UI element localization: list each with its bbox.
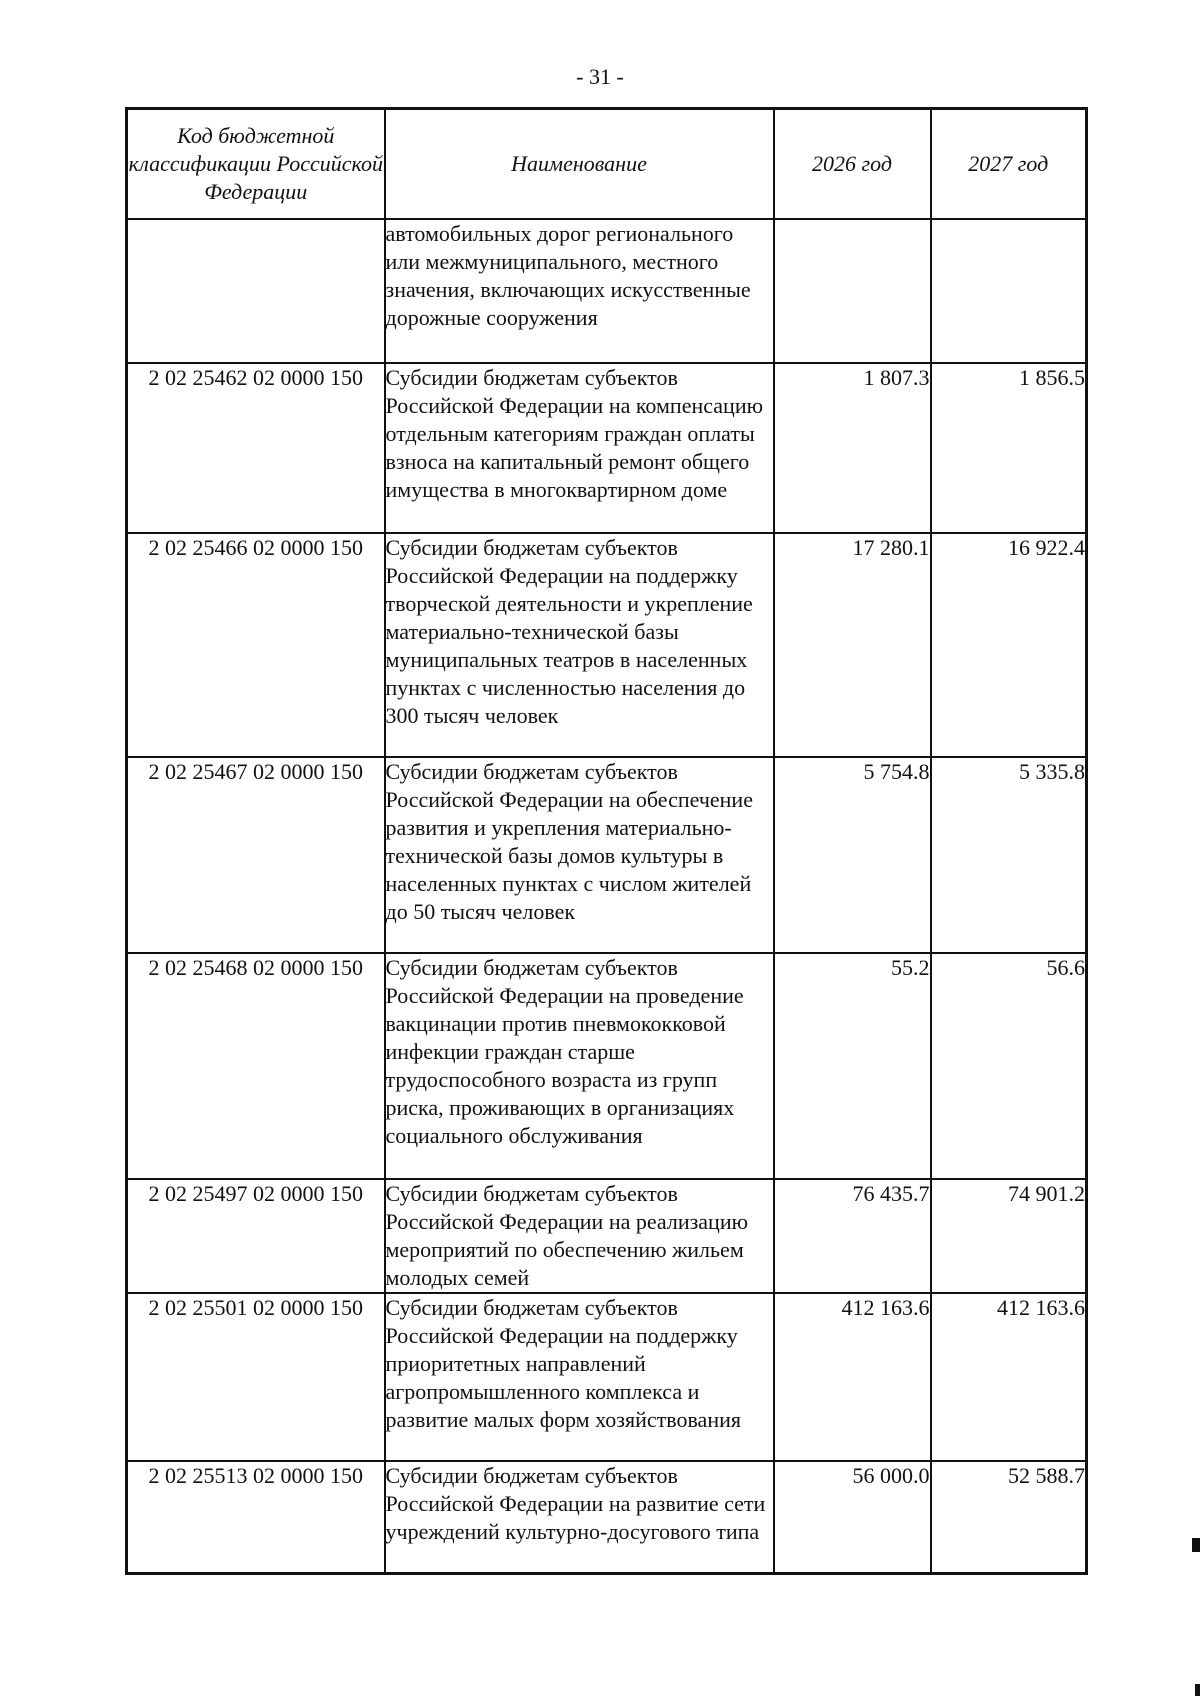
cell-2027: 5 335.8 <box>931 757 1087 953</box>
table-row <box>127 1293 1087 1461</box>
table-row <box>127 219 1087 363</box>
scan-edge-mark <box>1195 1684 1200 1696</box>
cell-name: Субсидии бюджетам субъектов Российской Федерации на поддержку приоритетных направлений агропромышленного комплекса и развитие малых форм хозяйствования <box>385 1293 774 1461</box>
cell-2026 <box>774 219 931 363</box>
cell-2027: 74 901.2 <box>931 1179 1087 1293</box>
cell-name: Субсидии бюджетам субъектов Российской Федерации на реализацию мероприятий по обеспечению жильем молодых семей <box>385 1179 774 1293</box>
table-row <box>127 953 1087 1179</box>
header-row <box>127 109 1087 220</box>
cell-name: автомобильных дорог регионального или межмуниципального, местного значения, включающих искусственные дорожные сооружения <box>385 219 774 363</box>
cell-2026: 55.2 <box>774 953 931 1179</box>
cell-name: Субсидии бюджетам субъектов Российской Федерации на обеспечение развития и укрепления материально-технической базы домов культуры в населенных пунктах с числом жителей до 50 тысяч человек <box>385 757 774 953</box>
cell-name: Субсидии бюджетам субъектов Российской Федерации на проведение вакцинации против пневмококковой инфекции граждан старше трудоспособного возраста из групп риска, проживающих в организациях социального обслуживания <box>385 953 774 1179</box>
table-row <box>127 533 1087 757</box>
cell-2027: 412 163.6 <box>931 1293 1087 1461</box>
cell-name: Субсидии бюджетам субъектов Российской Федерации на компенсацию отдельным категориям граждан оплаты взноса на капитальный ремонт общего имущества в многоквартирном доме <box>385 363 774 533</box>
header-year-2027: 2027 год <box>931 109 1087 220</box>
cell-code: 2 02 25467 02 0000 150 <box>127 757 385 953</box>
cell-name: Субсидии бюджетам субъектов Российской Федерации на развитие сети учреждений культурно-досугового типа <box>385 1461 774 1573</box>
cell-2027: 56.6 <box>931 953 1087 1179</box>
budget-table <box>125 107 1088 1575</box>
cell-2026: 1 807.3 <box>774 363 931 533</box>
header-name: Наименование <box>385 109 774 220</box>
cell-2026: 76 435.7 <box>774 1179 931 1293</box>
cell-2026: 412 163.6 <box>774 1293 931 1461</box>
page-number: - 31 - <box>576 64 624 89</box>
header-code: Код бюджетной классификации Российской Федерации <box>127 109 385 220</box>
cell-2026: 56 000.0 <box>774 1461 931 1573</box>
cell-2026: 5 754.8 <box>774 757 931 953</box>
cell-2027: 1 856.5 <box>931 363 1087 533</box>
cell-code: 2 02 25501 02 0000 150 <box>127 1293 385 1461</box>
header-year-2026: 2026 год <box>774 109 931 220</box>
cell-2026: 17 280.1 <box>774 533 931 757</box>
table-row <box>127 757 1087 953</box>
cell-code: 2 02 25497 02 0000 150 <box>127 1179 385 1293</box>
cell-code: 2 02 25466 02 0000 150 <box>127 533 385 757</box>
cell-name: Субсидии бюджетам субъектов Российской Федерации на поддержку творческой деятельности и укрепление материально-технической базы муниципальных театров в населенных пунктах с численностью населения до 300 тысяч человек <box>385 533 774 757</box>
cell-code: 2 02 25468 02 0000 150 <box>127 953 385 1179</box>
table-row <box>127 363 1087 533</box>
cell-2027: 16 922.4 <box>931 533 1087 757</box>
cell-2027: 52 588.7 <box>931 1461 1087 1573</box>
cell-code <box>127 219 385 363</box>
table-row <box>127 1179 1087 1293</box>
table-row <box>127 1461 1087 1573</box>
cell-code: 2 02 25462 02 0000 150 <box>127 363 385 533</box>
scan-edge-mark <box>1192 1538 1200 1552</box>
cell-code: 2 02 25513 02 0000 150 <box>127 1461 385 1573</box>
cell-2027 <box>931 219 1087 363</box>
